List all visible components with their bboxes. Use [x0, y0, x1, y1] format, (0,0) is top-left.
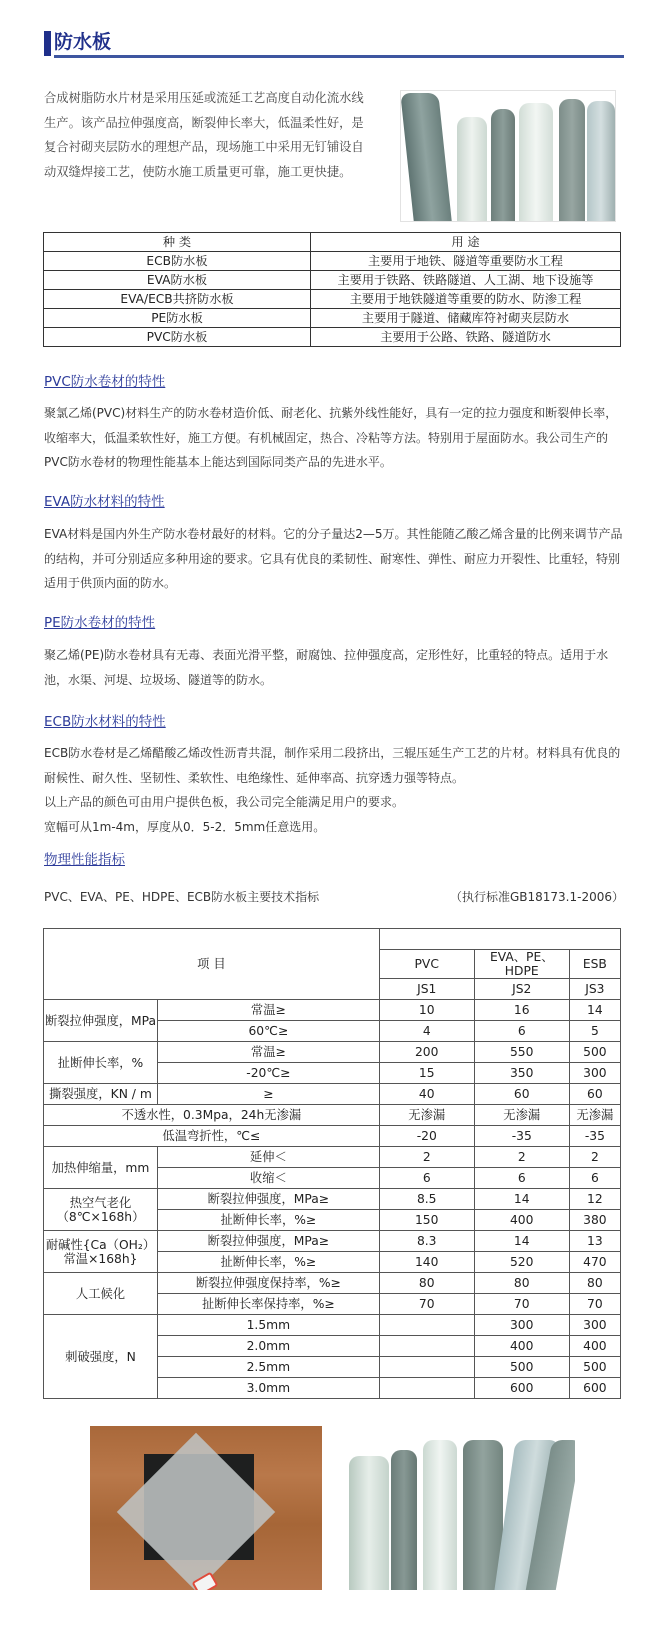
- roll-grey: [559, 99, 585, 221]
- spec-caption-left: PVC、EVA、PE、HDPE、ECB防水板主要技术指标: [44, 890, 320, 904]
- spec-sub-label: 扯断伸长率，%≥: [158, 1252, 380, 1273]
- header-use: 用 途: [311, 233, 621, 252]
- spec-value: -35: [569, 1126, 620, 1147]
- spec-sub-label: -20℃≥: [158, 1063, 380, 1084]
- roll-white: [519, 103, 553, 221]
- spec-group-label: [44, 1000, 158, 1042]
- spec-value: 14: [474, 1231, 569, 1252]
- spec-row: [44, 1147, 621, 1168]
- spec-value: 70: [379, 1294, 474, 1315]
- spec-value: -20: [379, 1126, 474, 1147]
- spec-value: 380: [569, 1210, 620, 1231]
- intro-paragraph: 合成树脂防水片材是采用压延或流延工艺高度自动化流水线生产。该产品拉伸强度高，断裂伸长率大，低温柔性好，是复合衬砌夹层防水的理想产品，现场施工中采用无钉铺设自动双缝焊接工艺，使防水施工质量更可靠，施工更快捷。: [44, 91, 364, 179]
- use-cell: 主要用于公路、铁路、隧道防水: [311, 328, 621, 347]
- spec-value: 8.5: [379, 1189, 474, 1210]
- table-row: [44, 271, 621, 290]
- waterproof-rolls-photo: [400, 90, 616, 222]
- spec-value: 80: [474, 1273, 569, 1294]
- spec-value: 16: [474, 1000, 569, 1021]
- spec-value: 300: [569, 1315, 620, 1336]
- column-code: JS2: [474, 979, 569, 1000]
- spec-row: [44, 1084, 621, 1105]
- spec-value: 500: [569, 1357, 620, 1378]
- spec-group-label-text: 断裂拉伸强度，MPa: [44, 1013, 157, 1028]
- header-type: 种 类: [44, 233, 311, 252]
- spec-value: -35: [474, 1126, 569, 1147]
- waterproof-rolls-photo-2: [343, 1426, 575, 1590]
- spec-sub-label: 扯断伸长率，%≥: [158, 1210, 380, 1231]
- spec-value: 无渗漏: [379, 1105, 474, 1126]
- pe-section-text: 聚乙烯(PE)防水卷材具有无毒、表面光滑平整，耐腐蚀、拉伸强度高，定形性好，比重轻的特点。适用于水池，水渠、河堤、垃圾场、隧道等的防水。: [44, 648, 609, 687]
- spec-value: 10: [379, 1000, 474, 1021]
- spec-value: 400: [569, 1336, 620, 1357]
- spec-group-label-text: 热空气老化: [69, 1195, 132, 1210]
- spec-sub-label: 断裂拉伸强度保持率，%≥: [158, 1273, 380, 1294]
- spec-value: 600: [569, 1378, 620, 1399]
- spec-sub-label: 断裂拉伸强度，MPa≥: [158, 1231, 380, 1252]
- spec-value: 520: [474, 1252, 569, 1273]
- spec-value: 400: [474, 1210, 569, 1231]
- spec-value: 8.3: [379, 1231, 474, 1252]
- roll-grey: [491, 109, 515, 221]
- spec-sub-label: 常温≥: [158, 1042, 380, 1063]
- spec-sub-label: 断裂拉伸强度，MPa≥: [158, 1189, 380, 1210]
- table-row: [44, 290, 621, 309]
- spec-value: 40: [379, 1084, 474, 1105]
- spec-value: 6: [474, 1021, 569, 1042]
- spec-value: 6: [569, 1168, 620, 1189]
- spec-value: 300: [569, 1063, 620, 1084]
- page-title: 防水板: [54, 31, 112, 53]
- type-cell: PE防水板: [44, 309, 311, 328]
- pvc-section-text: 聚氯乙烯(PVC)材料生产的防水卷材造价低、耐老化、抗紫外线性能好，具有一定的拉力强度和断裂伸长率，收缩率大，低温柔软性好，施工方便。有机械固定，热合、冷粘等方法。特别用于屋面防水。我公司生产的PVC防水卷材的物理性能基本上能达到国际同类产品的先进水平。: [44, 406, 618, 469]
- column-code: JS1: [379, 979, 474, 1000]
- roll-white: [423, 1440, 457, 1590]
- spec-group-label: [44, 1315, 158, 1399]
- spec-group-label-text: 撕裂强度，KN / m: [49, 1087, 152, 1101]
- spec-value: 无渗漏: [569, 1105, 620, 1126]
- spec-group-label-text: 刺破强度，N: [65, 1349, 136, 1364]
- ecb-section-heading[interactable]: ECB防水材料的特性: [44, 714, 166, 730]
- pe-section-heading[interactable]: PE防水卷材的特性: [44, 615, 156, 631]
- spec-group-label-text: 人工候化: [75, 1286, 126, 1301]
- page-title-block: [44, 30, 624, 58]
- spec-sub-label: 延伸＜: [158, 1147, 380, 1168]
- spec-row: [44, 1042, 621, 1063]
- spec-value: [379, 1357, 474, 1378]
- spec-group-label: [44, 1042, 158, 1084]
- spec-value: 2: [474, 1147, 569, 1168]
- spec-group-label: [44, 1147, 158, 1189]
- spec-item-label: 低温弯折性，℃≤: [44, 1126, 380, 1147]
- spec-value: 550: [474, 1042, 569, 1063]
- spec-row: [44, 1315, 621, 1336]
- spec-value: 140: [379, 1252, 474, 1273]
- type-cell: EVA/ECB共挤防水板: [44, 290, 311, 309]
- spec-group-label-text-2: 常温×168h}: [63, 1251, 138, 1266]
- spec-value: 5: [569, 1021, 620, 1042]
- spec-value: 600: [474, 1378, 569, 1399]
- ecb-text-1: ECB防水卷材是乙烯醋酸乙烯改性沥青共混，制作采用二段挤出，三辊压延生产工艺的片材。材料具有优良的耐候性、耐久性、坚韧性、柔软性、电绝缘性、延伸率高、抗穿透力强等特点。: [44, 746, 621, 785]
- spec-value: 12: [569, 1189, 620, 1210]
- spec-caption-standard: （执行标准GB18173.1-2006）: [449, 890, 624, 904]
- spec-group-label: [44, 1273, 158, 1315]
- spec-row: [44, 1189, 621, 1210]
- use-cell: 主要用于隧道、储藏库符衬砌夹层防水: [311, 309, 621, 328]
- spec-sub-label: 60℃≥: [158, 1021, 380, 1042]
- spec-item-label: 不透水性，0.3Mpa，24h无渗漏: [44, 1105, 380, 1126]
- spec-value: 6: [379, 1168, 474, 1189]
- spec-row: [44, 1231, 621, 1252]
- use-cell: 主要用于地铁、隧道等重要防水工程: [311, 252, 621, 271]
- type-cell: PVC防水板: [44, 328, 311, 347]
- spec-group-label: [44, 1231, 158, 1273]
- spec-value: 500: [474, 1357, 569, 1378]
- title-accent-bar: [44, 31, 51, 56]
- spec-value: 70: [474, 1294, 569, 1315]
- column-code: JS3: [569, 979, 620, 1000]
- roll-light-blue: [587, 101, 615, 221]
- table-header-row: [44, 233, 621, 252]
- spec-value: 4: [379, 1021, 474, 1042]
- spec-table: [43, 928, 621, 1399]
- column-name: ESB: [569, 950, 620, 979]
- spec-value: 14: [569, 1000, 620, 1021]
- spec-value: 13: [569, 1231, 620, 1252]
- spec-value: 2: [569, 1147, 620, 1168]
- spec-value: [379, 1378, 474, 1399]
- eva-section-text: EVA材料是国内外生产防水卷材最好的材料。它的分子量达2—5万。其性能随乙酸乙烯含量的比例来调节产品的结构，并可分别适应多种用途的要求。它具有优良的柔韧性、耐寒性、弹性、耐应力开裂性、比重轻，特别适用于供顶内面的防水。: [44, 527, 623, 590]
- spec-value: 15: [379, 1063, 474, 1084]
- spec-value: 400: [474, 1336, 569, 1357]
- spec-sub-label: ≥: [158, 1084, 380, 1105]
- spec-value: 150: [379, 1210, 474, 1231]
- spec-value: 80: [569, 1273, 620, 1294]
- spec-sub-label: 3.0mm: [158, 1378, 380, 1399]
- spec-sub-label: 2.5mm: [158, 1357, 380, 1378]
- roll-white: [349, 1456, 389, 1590]
- use-cell: 主要用于地铁隧道等重要的防水、防渗工程: [311, 290, 621, 309]
- spec-value: [379, 1315, 474, 1336]
- roll-white: [457, 117, 487, 221]
- spec-group-label-text: 扯断伸长率，%: [57, 1055, 144, 1070]
- spec-value: 60: [474, 1084, 569, 1105]
- spec-row: [44, 1105, 621, 1126]
- table-row: [44, 328, 621, 347]
- spec-value: 470: [569, 1252, 620, 1273]
- spec-caption: [44, 888, 624, 905]
- ecb-text-3: 宽幅可从1m-4m，厚度从0．5-2．5mm任意选用。: [44, 819, 326, 834]
- pvc-section-heading[interactable]: PVC防水卷材的特性: [44, 374, 166, 390]
- types-table: [43, 232, 621, 347]
- spec-header-row: [44, 929, 621, 950]
- title-underline: [54, 55, 624, 58]
- roll-dark: [400, 93, 451, 221]
- ecb-text-2: 以上产品的颜色可由用户提供色板，我公司完全能满足用户的要求。: [44, 795, 405, 809]
- spec-value: [379, 1336, 474, 1357]
- spec-value: 300: [474, 1315, 569, 1336]
- spec-sub-label: 1.5mm: [158, 1315, 380, 1336]
- table-row: [44, 309, 621, 328]
- spec-group-label-text-2: （8℃×168h）: [56, 1209, 145, 1224]
- spec-row: [44, 1000, 621, 1021]
- column-name: PVC: [379, 950, 474, 979]
- type-cell: ECB防水板: [44, 252, 311, 271]
- spec-value: 80: [379, 1273, 474, 1294]
- spec-row: [44, 1273, 621, 1294]
- column-name: EVA、PE、HDPE: [474, 950, 569, 979]
- spec-sub-label: 常温≥: [158, 1000, 380, 1021]
- spec-row: [44, 1126, 621, 1147]
- waterproof-sheet-on-wood-photo: [90, 1426, 322, 1590]
- item-header: 项 目: [44, 929, 380, 1000]
- type-cell: EVA防水板: [44, 271, 311, 290]
- spec-group-label: [44, 1084, 158, 1105]
- spec-sub-label: 2.0mm: [158, 1336, 380, 1357]
- ecb-section-text: [44, 741, 624, 839]
- spec-value: 70: [569, 1294, 620, 1315]
- spec-sub-label: 扯断伸长率保持率，%≥: [158, 1294, 380, 1315]
- roll-grey: [391, 1450, 417, 1590]
- spec-header-blank: [379, 929, 620, 950]
- eva-section-heading[interactable]: EVA防水材料的特性: [44, 494, 165, 510]
- table-row: [44, 252, 621, 271]
- spec-value: 350: [474, 1063, 569, 1084]
- spec-value: 2: [379, 1147, 474, 1168]
- physical-section-heading[interactable]: 物理性能指标: [44, 852, 125, 868]
- spec-value: 14: [474, 1189, 569, 1210]
- spec-value: 500: [569, 1042, 620, 1063]
- spec-value: 60: [569, 1084, 620, 1105]
- use-cell: 主要用于铁路、铁路隧道、人工湖、地下设施等: [311, 271, 621, 290]
- spec-group-label: [44, 1189, 158, 1231]
- spec-value: 200: [379, 1042, 474, 1063]
- spec-value: 6: [474, 1168, 569, 1189]
- spec-sub-label: 收缩＜: [158, 1168, 380, 1189]
- spec-group-label-text: 耐碱性{Ca（OH₂）: [45, 1237, 156, 1252]
- spec-value: 无渗漏: [474, 1105, 569, 1126]
- spec-group-label-text: 加热伸缩量，mm: [51, 1160, 150, 1175]
